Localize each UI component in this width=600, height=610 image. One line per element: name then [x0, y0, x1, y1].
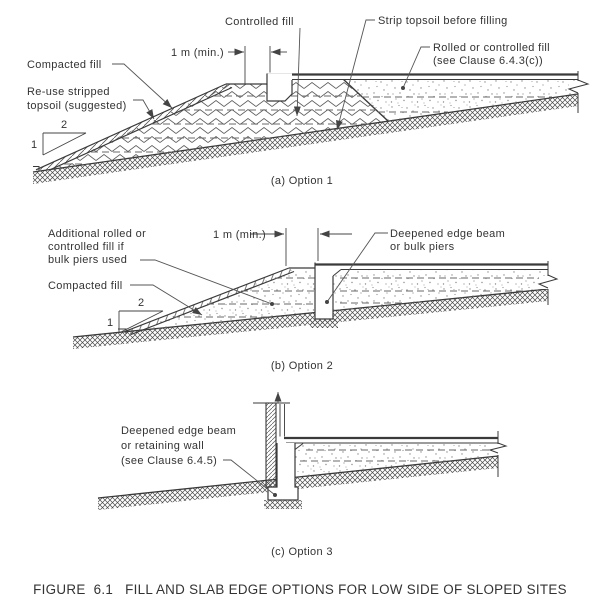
- option2-edge-beam: [315, 263, 333, 320]
- option2-drawing: [48, 228, 559, 372]
- option2-additional-fill-label-line3: bulk piers used: [48, 254, 128, 266]
- option1-rolled-fill-label-line1: Rolled or controlled fill: [433, 42, 550, 54]
- option1-caption: (a) Option 1: [270, 175, 334, 187]
- option1-rolled-fill-label-line2: (see Clause 6.4.3(c)): [433, 55, 544, 67]
- option1-slab: [267, 72, 578, 80]
- option2-dimension-label: 1 m (min.): [213, 229, 266, 241]
- option1-strip-topsoil-label: Strip topsoil before filling: [378, 15, 508, 27]
- option1-reuse-topsoil-label-line1: Re-use stripped: [27, 86, 110, 98]
- option1-drawing: [27, 15, 589, 187]
- option1-slope-ratio-symbol: [31, 119, 86, 155]
- option2-slope-vertical-label: 1: [107, 317, 114, 329]
- option2-additional-fill-label-line1: Additional rolled or: [48, 228, 147, 240]
- option1-reuse-topsoil-label-line2: topsoil (suggested): [27, 100, 127, 112]
- option3-drawing: [98, 392, 508, 558]
- option1-slope-horizontal-label: 2: [61, 119, 68, 131]
- option2-additional-fill-label-line2: controlled fill if: [48, 241, 124, 253]
- option2-compacted-fill-label: Compacted fill: [48, 280, 123, 292]
- option2-caption: (b) Option 2: [270, 360, 334, 372]
- option2-dimension: [213, 228, 352, 266]
- option1-slope-vertical-label: 1: [31, 139, 38, 151]
- figure-caption: FIGURE 6.1 FILL AND SLAB EDGE OPTIONS FOR LOW SIDE OF SLOPED SITES: [33, 582, 567, 597]
- option2-edge-beam-label-line1: Deepened edge beam: [390, 228, 506, 240]
- option2-slope-horizontal-label: 2: [138, 297, 145, 309]
- option3-edge-beam-label-line1: Deepened edge beam: [121, 425, 237, 437]
- option3-edge-beam-label-line2: or retaining wall: [121, 440, 204, 452]
- option1-edge-rebate-block: [267, 74, 292, 102]
- option3-caption: (c) Option 3: [271, 546, 333, 558]
- option3-footing-embedment-hatch: [264, 500, 302, 509]
- option2-beam-embedment-hatch: [310, 319, 338, 328]
- option1-controlled-fill-label: Controlled fill: [225, 16, 294, 28]
- option3-edge-beam-label-line3: (see Clause 6.4.5): [121, 455, 218, 467]
- option2-edge-beam-label-line2: or bulk piers: [390, 241, 455, 253]
- option1-dimension-label: 1 m (min.): [171, 47, 224, 59]
- option3-retaining-wall: [266, 403, 276, 487]
- option1-compacted-fill-label: Compacted fill: [27, 59, 102, 71]
